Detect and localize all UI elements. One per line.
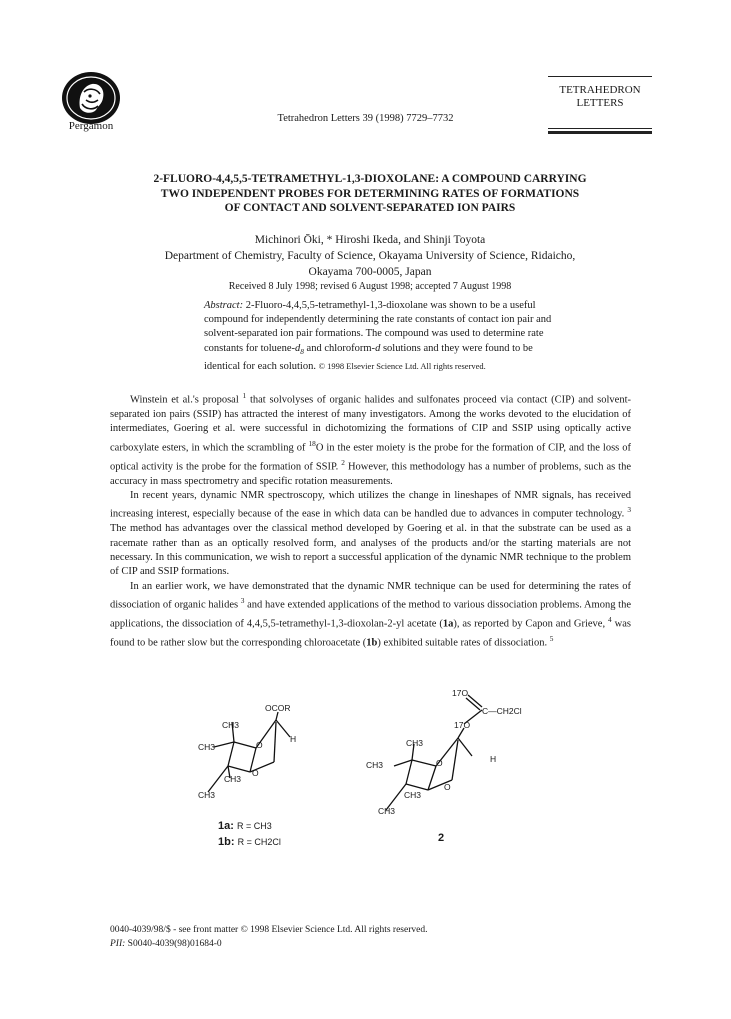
- abstract-d2: d: [375, 342, 381, 354]
- s2-o2: O: [444, 782, 451, 792]
- pii-value: S0040-4039(98)01684-0: [125, 939, 222, 949]
- authors: Michinori Ōki, * Hiroshi Ikeda, and Shinji Toyota: [254, 234, 486, 246]
- header-rule-bottom-thin: [548, 128, 652, 129]
- label-1b: 1b:: [218, 836, 235, 848]
- s1-methyl-4: CH3: [198, 790, 216, 800]
- author-block: [70, 232, 670, 280]
- compound-1b-ref: 1b: [366, 637, 378, 649]
- footer: [110, 923, 427, 951]
- abstract-label: Abstract:: [204, 300, 244, 311]
- publisher-name: Pergamon: [68, 120, 114, 132]
- structure-1: [188, 700, 328, 860]
- pii-label: PII:: [110, 939, 126, 949]
- s2-c-ch2cl: C—CH2Cl: [482, 706, 522, 716]
- ref-3b: 3: [240, 596, 245, 606]
- s2-methyl-1: CH3: [406, 738, 424, 748]
- article-title: [70, 172, 670, 216]
- abstract-line-2: compound for independently determining the rate constants of contact ion pair and: [204, 314, 552, 326]
- s2-17o-mid: 17O: [454, 720, 471, 730]
- ref-2: 2: [341, 457, 345, 467]
- s1-methyl-1: CH3: [222, 720, 240, 730]
- label-1b-r: R = CH2Cl: [237, 837, 281, 847]
- ref-5: 5: [549, 634, 554, 644]
- ref-4: 4: [608, 615, 612, 625]
- s2-methyl-4: CH3: [378, 806, 396, 816]
- ref-3: 3: [627, 505, 631, 515]
- journal-name-line1: TETRAHEDRON: [559, 84, 641, 96]
- s1-methyl-2: CH3: [198, 742, 216, 752]
- header-rule-top: [548, 76, 652, 77]
- label-1a-r: R = CH3: [236, 821, 272, 831]
- structure-2: [360, 686, 550, 850]
- journal-name: [548, 84, 652, 110]
- s2-methyl-3: CH3: [404, 790, 422, 800]
- s1-h: H: [290, 734, 297, 744]
- abstract-8: 8: [300, 346, 304, 356]
- abstract-line-4c: solutions and they were found to be: [380, 342, 533, 354]
- paragraph-1: Winstein et al.'s proposal $^1$ that solvolyses of organic halides and sulfonates proceed via contact (CIP) and solvent-separated ion pairs (SSIP) has attracted the interest of many investigators. Among the works devoted to the elucidation of intermediates, Goering et al. were successful in dichotomizing the formations of CIP and SSIP using optically active carboxylate esters, in which the scrambling of $^{18}$O in the ester moiety is the probe for the formation of CIP, and the loss of optical activity is the probe for the formation of SSIP. $^2$ However, this methodology has a number of problems, such as the accuracy in mass spectrometry and specific rotation measurements.: [110, 391, 632, 487]
- affiliation-line-1: Department of Chemistry, Faculty of Science, Okayama University of Science, Ridaicho,: [164, 250, 576, 262]
- s2-o1: O: [436, 758, 443, 768]
- s2-methyl-2: CH3: [366, 760, 384, 770]
- s2-17o-top: 17O: [452, 688, 469, 698]
- abstract-copyright: © 1998 Elsevier Science Ltd. All rights reserved.: [318, 360, 486, 371]
- abstract-d: d: [294, 342, 301, 354]
- s1-ocor: OCOR: [265, 703, 291, 713]
- abstract-line-4b: and chloroform-: [303, 342, 376, 354]
- label-1a-row: [218, 820, 272, 832]
- label-1a: 1a:: [218, 820, 234, 832]
- abstract: [204, 299, 556, 374]
- header-rule-bottom-thick: [548, 131, 652, 134]
- label-2: 2: [438, 832, 445, 844]
- footer-copyright: 0040-4039/98/$ - see front matter © 1998 Elsevier Science Ltd. All rights reserved.: [110, 925, 428, 935]
- body-text: [110, 389, 631, 651]
- s1-methyl-3: CH3: [224, 774, 242, 784]
- received-dates: Received 8 July 1998; revised 6 August 1998; accepted 7 August 1998: [228, 281, 512, 292]
- structure-1-bonds: [188, 700, 328, 820]
- abstract-line-4a: constants for toluene-: [204, 342, 295, 354]
- title-line-3: OF CONTACT AND SOLVENT-SEPARATED ION PAIRS: [224, 202, 516, 214]
- abstract-line-3: solvent-separated ion pair formations. The compound was used to determine rate: [204, 328, 544, 340]
- ref-1: 1: [242, 391, 247, 400]
- abstract-line-1: 2-Fluoro-4,4,5,5-tetramethyl-1,3-dioxolane was shown to be a useful: [243, 300, 536, 311]
- journal-citation: Tetrahedron Letters 39 (1998) 7729–7732: [277, 113, 454, 124]
- paragraph-3: In an earlier work, we have demonstrated that the dynamic NMR technique can be used for determining the rates of dissociation of organic halides $^3$ and have extended applications of the method to various dissociation problems. Among the applications, the dissociation of 4,4,5,5-tetramethyl-1,3-dioxolan-2-yl acetate (1a), as reported by Capon and Grieve, $^4$ was found to be rather slow but the corresponding chloroacetate (1b) exhibited suitable rates of dissociation. $^5$: [110, 580, 631, 649]
- title-line-1: 2-FLUORO-4,4,5,5-TETRAMETHYL-1,3-DIOXOLANE: A COMPOUND CARRYING: [153, 173, 587, 185]
- isotope-18: 18: [308, 438, 316, 448]
- paragraph-2: In recent years, dynamic NMR spectroscopy, which utilizes the change in lineshapes of NMR signals, has received increasing interest, especially because of the ease in which data can be handled due to advances in computer technology. $^3$ The method has advantages over the classical method developed by Goering et al. in that the substrate can be used as a racemate rather than as an optically resolved form, and analyses of the products and/or the starting materials are not necessary. In this communication, we wish to report a successful application of the dynamic NMR technique to the problem of CIP and SSIP formations.: [110, 489, 631, 578]
- title-line-2: TWO INDEPENDENT PROBES FOR DETERMINING RATES OF FORMATIONS: [160, 187, 580, 200]
- s1-o2: O: [252, 768, 259, 778]
- abstract-line-5: identical for each solution.: [204, 360, 319, 372]
- journal-name-line2: LETTERS: [576, 97, 624, 109]
- affiliation-line-2: Okayama 700-0005, Japan: [308, 266, 432, 278]
- label-1b-row: [218, 836, 281, 848]
- compound-1a-ref: 1a: [442, 618, 454, 630]
- s2-h: H: [490, 754, 497, 764]
- s1-o1: O: [256, 740, 263, 750]
